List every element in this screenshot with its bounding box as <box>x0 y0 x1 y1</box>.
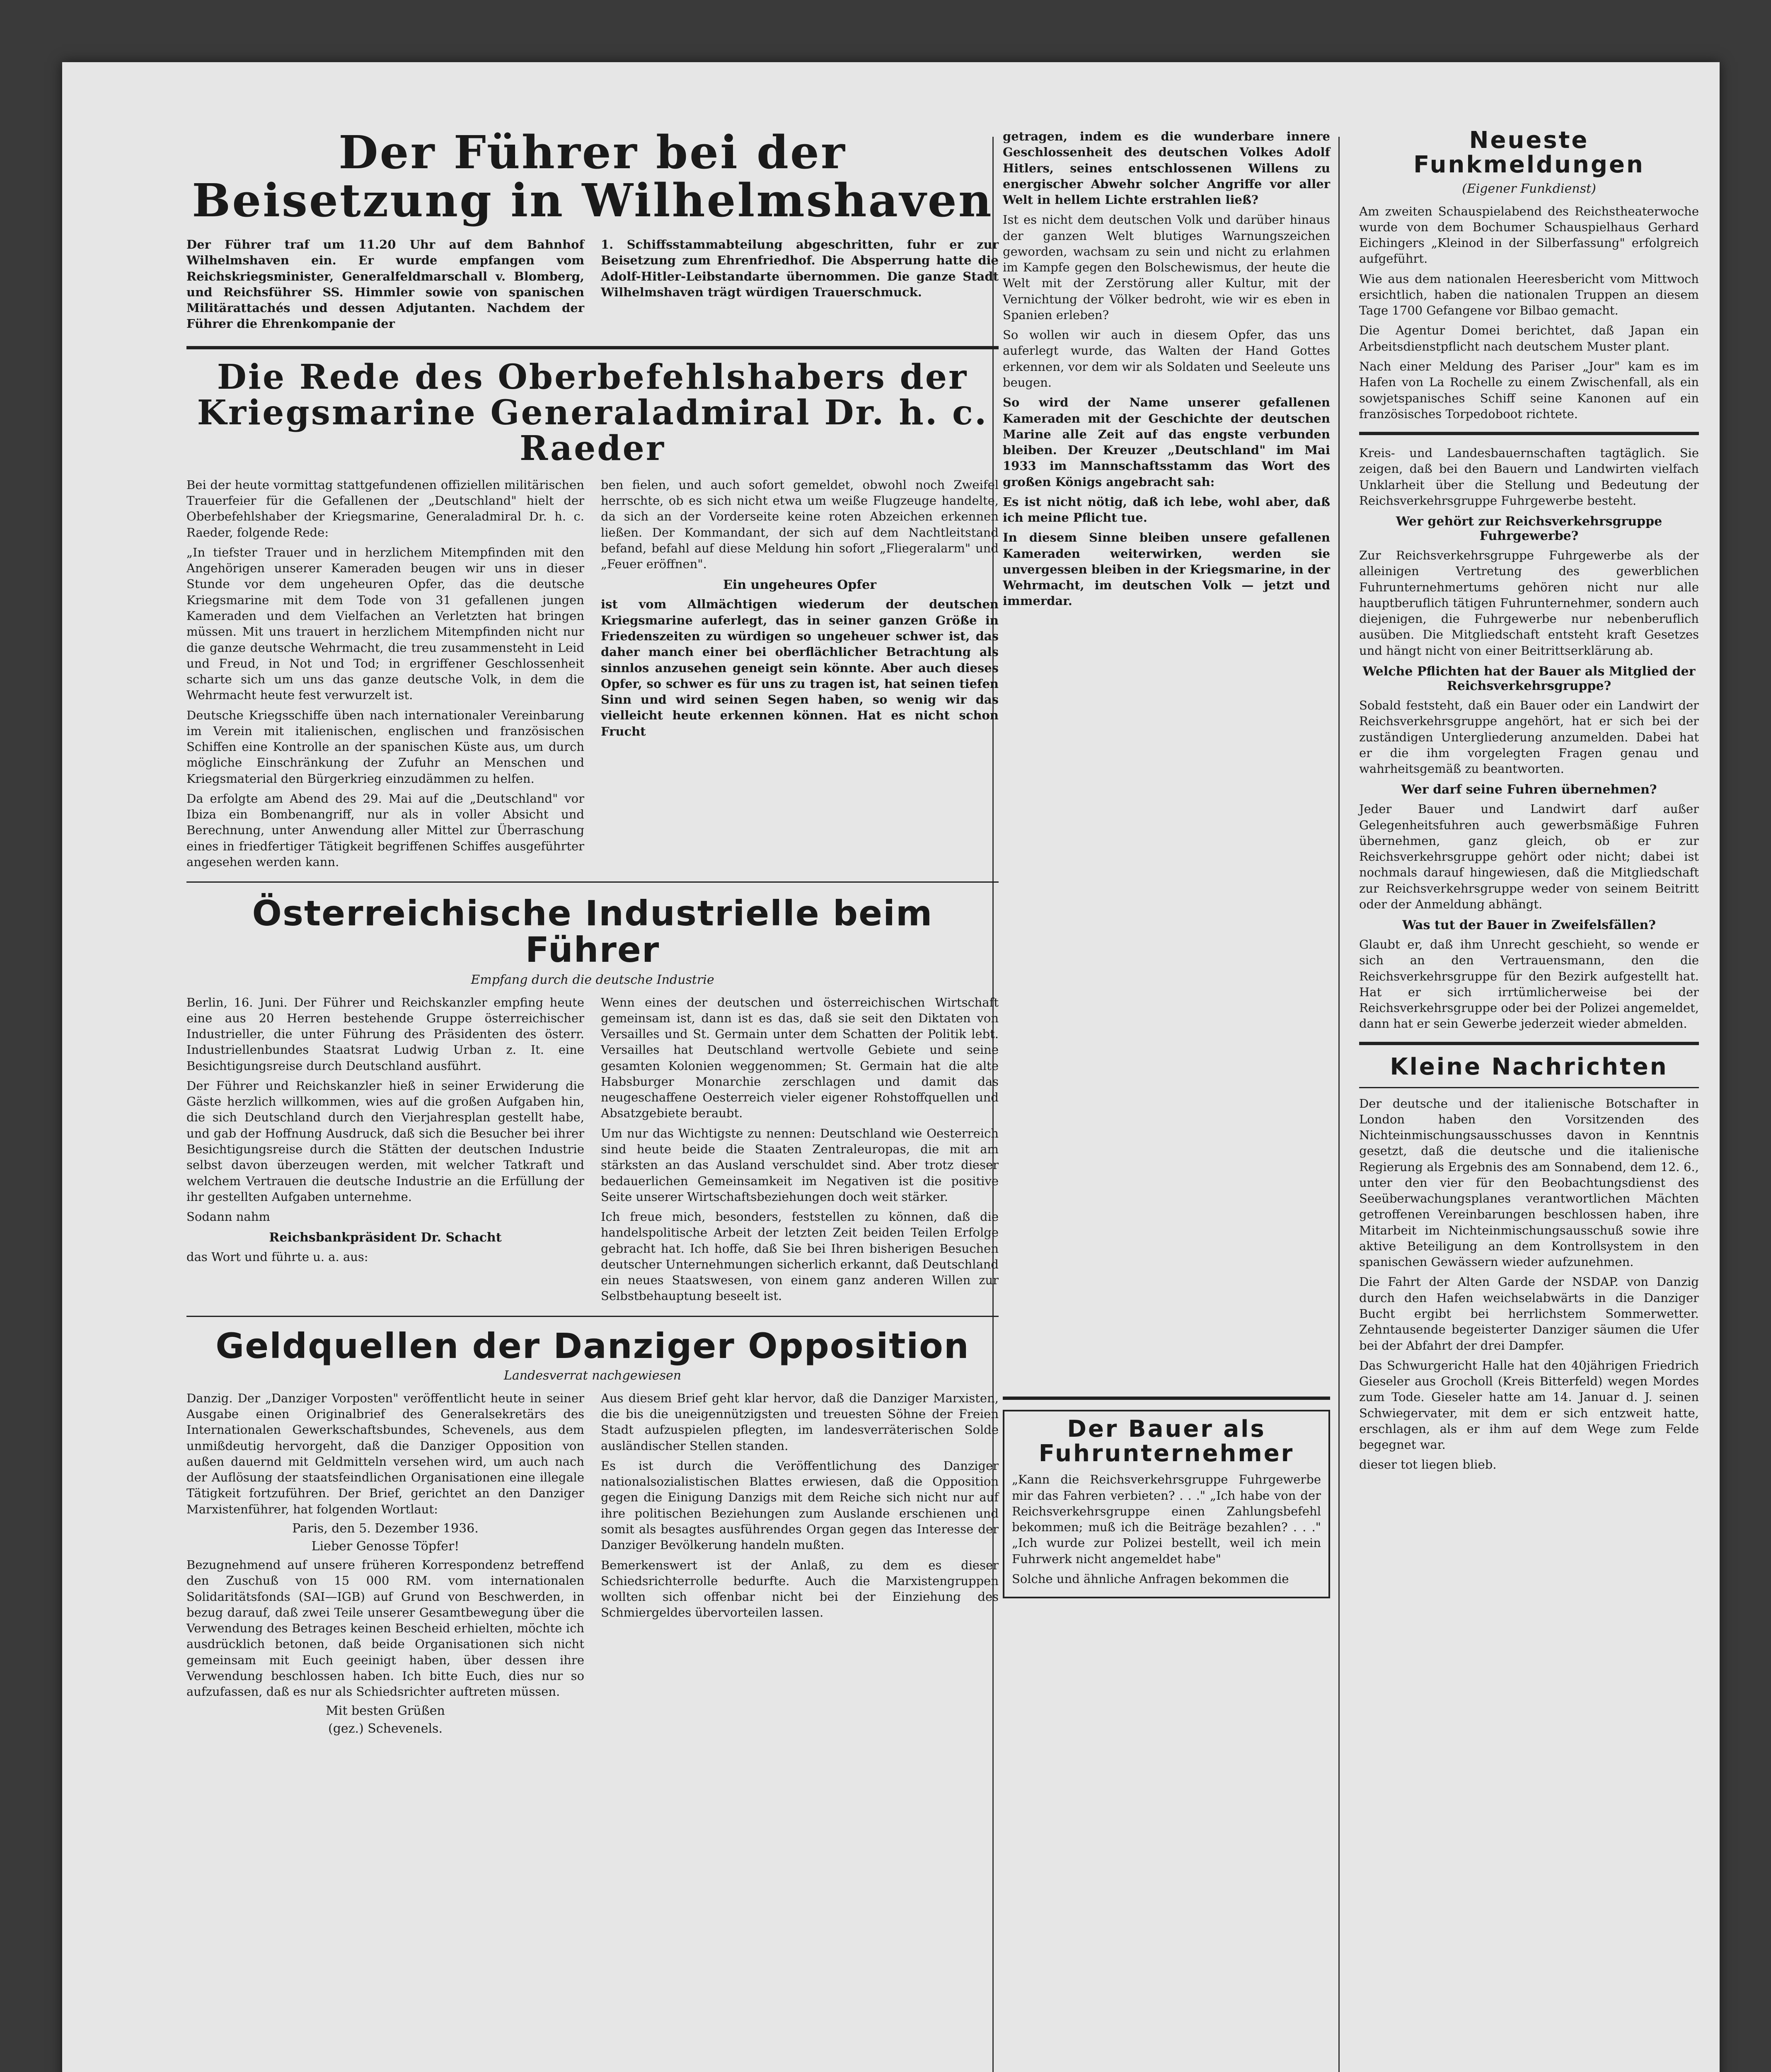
danzig-paragraph: Bemerkenswert ist der Anlaß, zu dem es dieser Schiedsrichterrolle bedurfte. Auch die Marxistengruppen wollten sich offenbar nicht bei der Einziehung des Schmiergeldes übervorteilen lassen. <box>601 1558 999 1620</box>
bauer-box <box>1003 1410 1330 1598</box>
bauer-headline: Der Bauer als Fuhrunternehmer <box>1038 1415 1294 1467</box>
funk-paragraph: Die Agentur Domei berichtet, daß Japan ein Arbeitsdienstpflicht nach deutschem Muster plant. <box>1359 323 1699 353</box>
danzig-paragraph: Bezugnehmend auf unsere früheren Korrespondenz betreffend den Zuschuß von 15 000 RM. vom internationalen Solidaritätsfonds (SAI—IGB) auf Grund von Beschwerden, in bezug darauf, daß zwei Teile unserer Gesamtbewegung über die Verwendung des Betrages keinen Bescheid erhielten, möchte ich ausdrücklich betonen, daß beide Organisationen sich nicht gemeinsam mit Euch geeinigt haben, über dessen ihre Verwendung beschlossen haben. Ich bitte Euch, dies nur so aufzufassen, daß es nur als Schiedsrichter auftreten müssen. <box>186 1557 584 1699</box>
lead-text-right: 1. Schiffsstammabteilung abgeschritten, fuhr er zur Beisetzung zum Ehrenfriedhof. Die Absperrung hatte die Adolf-Hitler-Leibstandarte übernommen. Die ganze Stadt Wilhelmshaven trägt würdigen Trauerschmuck. <box>601 237 999 299</box>
bauer-question: Wer darf seine Fuhren übernehmen? <box>1401 782 1657 797</box>
bauer-question: Welche Pflichten hat der Bauer als Mitglied der Reichsverkehrsgruppe? <box>1362 664 1696 693</box>
funk-subheadline: (Eigener Funkdienst) <box>1462 181 1596 196</box>
letter-closing: Mit besten Grüßen <box>326 1704 445 1719</box>
letter-signature: (gez.) Schevenels. <box>328 1721 443 1736</box>
center-paragraph: In diesem Sinne bleiben unsere gefallenen Kameraden weiterwirken, werden sie unvergessen bleiben in der Kriegsmarine, in der Wehrmacht, im deutschen Volk — jetzt und immerdar. <box>1003 530 1330 608</box>
raeder-paragraph: Da erfolgte am Abend des 29. Mai auf die „Deutschland" vor Ibiza ein Bombenangriff, nur als in voller Absicht und Berechnung, unter Anwendung aller Mittel zur Überraschung eines in friedfertiger Tätigkeit begriffenen Schiffes ausgeführter angesehen werden kann. <box>186 791 584 869</box>
raeder-paragraph: ben fielen, und auch sofort gemeldet, obwohl noch Zweifel herrschte, ob es sich nicht etwa um weiße Flugzeuge handelte, da sich an der Vorderseite keine roten Abzeichen erkennen ließen. Der Kommandant, der sich auf dem Nachtleitstand befand, befahl auf diese Meldung hin sofort „Fliegeralarm" und „Feuer eröffnen". <box>601 477 999 571</box>
bauer-box-text: „Kann die Reichsverkehrsgruppe Fuhrgewerbe mir das Fahren verbieten? . . ." „Ich habe von der Reichsverkehrsgruppe einen Zahlungsbefehl bekommen; muß ich die Beiträge bezahlen? . . ." „Ich wurde zur Polizei bestellt, weil ich mein Fuhrwerk nicht angemeldet habe" <box>1012 1472 1321 1566</box>
bauer-box-text: Solche und ähnliche Anfragen bekommen die <box>1012 1571 1289 1586</box>
bauer-question: Wer gehört zur Reichsverkehrsgruppe Fuhrgewerbe? <box>1396 514 1662 544</box>
center-paragraph: getragen, indem es die wunderbare innere Geschlossenheit des deutschen Volkes Adolf Hitlers, seines entschlossenen Willens zu energischer Abwehr solcher Angriffe vor aller Welt in hellem Lichte erstrahlen ließ? <box>1003 129 1330 207</box>
industrie-paragraph: Sodann nahm <box>186 1210 270 1224</box>
raeder-subheading: Ein ungeheures Opfer <box>723 578 877 593</box>
raeder-paragraph: „In tiefster Trauer und in herzlichem Mitempfinden mit den Angehörigen unserer Kameraden beugen wir uns in dieser Stunde vor dem ungeheuren Opfer, das die deutsche Kriegsmarine mit dem Tode von 31 gefallenen jungen Kameraden und dem Vielfachen an Verletzten hat bringen müssen. Mit uns trauert in herzlichem Mitempfinden nicht nur die ganze deutsche Wehrmacht, die treu zusammensteht in Leid und Freud, in Not und Tod; in ergriffener Geschlossenheit scharte sich um uns das ganze deutsche Volk, in dem die Wehrmacht heute fest verwurzelt ist. <box>186 545 584 702</box>
kleine-paragraph: Der deutsche und der italienische Botschafter in London haben den Vorsitzenden des Nichteinmischungsausschusses davon in Kenntnis gesetzt, daß die deutsche und die italienische Regierung als Ergebnis des am Sonnabend, dem 12. 6., unter den vier für den Beobachtungsdienst des Seeüberwachungsplanes verantwortlichen Mächten getroffenen Vereinbarungen beschlossen haben, ihre Mitarbeit im Nichteinmischungsausschuß sowie ihre aktive Beteiligung an dem Kontrollsystem in den spanischen Gewässern wieder aufzunehmen. <box>1359 1096 1699 1269</box>
center-column <box>1003 128 1330 1598</box>
center-paragraph: Es ist nicht nötig, daß ich lebe, wohl aber, daß ich meine Pflicht tue. <box>1003 494 1330 525</box>
bauer-paragraph: Sobald feststeht, daß ein Bauer oder ein Landwirt der Reichsverkehrsgruppe angehört, hat er sich bei der zuständigen Untergliederung anzumelden. Dabei hat er die ihm vorgelegten Fragen genau und wahrheitsgemäß zu beantworten. <box>1359 698 1699 776</box>
kleine-headline: Kleine Nachrichten <box>1390 1053 1668 1080</box>
industrie-headline: Österreichische Industrielle beim Führer <box>252 893 933 971</box>
industrie-paragraph: Berlin, 16. Juni. Der Führer und Reichskanzler empfing heute eine aus 20 Herren bestehende Gruppe österreichischer Industrieller, die unter Führung des Präsidenten des österr. Industriellenbundes Staatsrat Ludwig Urban z. It. eine Besichtigungsreise durch Deutschland ausführt. <box>186 995 584 1073</box>
center-paragraph: Ist es nicht dem deutschen Volk und darüber hinaus der ganzen Welt blutiges Warnungszeichen geworden, wachsam zu sein und nicht zu erlahmen im Kampfe gegen den Bolschewismus, der heute die Welt mit der Zerstörung aller Kultur, mit der Vernichtung der Völker bedroht, wie wir es eben in Spanien erleben? <box>1003 213 1330 322</box>
industrie-subheadline: Empfang durch die deutsche Industrie <box>471 972 714 987</box>
industrie-paragraph: Um nur das Wichtigste zu nennen: Deutschland wie Oesterreich sind heute beide die Staaten Zentraleuropas, die mit am stärksten an das Ausland verschuldet sind. Aber trotz dieser bedauerlichen Gemeinsamkeit im Negativen ist die positive Seite unserer Wirtschaftsbeziehungen doch weit stärker. <box>601 1126 999 1204</box>
divider <box>1003 1397 1330 1400</box>
divider <box>186 1316 999 1317</box>
bauer-paragraph: Kreis- und Landesbauernschaften tagtäglich. Sie zeigen, daß bei den Bauern und Landwirten vielfach Unklarheit über die Stellung und Bedeutung der Reichsverkehrsgruppe Fuhrgewerbe besteht. <box>1359 446 1699 508</box>
raeder-paragraph: ist vom Allmächtigen wiederum der deutschen Kriegsmarine auferlegt, das in seiner ganzen Größe in Friedenszeiten zu würdigen so ungeheuer schwer ist, das daher manch einer bei oberflächlicher Betrachtung als sinnlos anzusehen geneigt sein könnte. Aber auch dieses Opfer, so schwer es für uns zu tragen ist, hat seinen tiefen Sinn und wird seinen Segen haben, so wenig wir das vielleicht heute erkennen können. Hat es nicht schon Frucht <box>601 597 999 738</box>
center-paragraph: So wird der Name unserer gefallenen Kameraden mit der Geschichte der deutschen Marine alle Zeit auf das engste verbunden bleiben. Der Kreuzer „Deutschland" im Mai 1933 im Mannschaftsstamm das Wort des großen Königs angebracht sah: <box>1003 395 1330 489</box>
main-headline: Der Führer bei der Beisetzung in Wilhelmshaven <box>192 126 993 227</box>
danzig-paragraph: Danzig. Der „Danziger Vorposten" veröffentlicht heute in seiner Ausgabe einen Originalbrief des Generalsekretärs des Internationalen Gewerkschaftsbundes, Schevenels, aus dem unmißdeutig hervorgeht, daß die Danziger Opposition von außen dauernd mit Geldmitteln versehen wird, um auch nach der Auflösung der staatsfeindlichen Organisationen eine illegale Tätigkeit fortzuführen. Der Brief, gerichtet an den Danziger Marxistenführer, hat folgenden Wortlaut: <box>186 1391 584 1516</box>
divider <box>1359 1042 1699 1045</box>
kleine-paragraph: dieser tot liegen blieb. <box>1359 1457 1497 1472</box>
raeder-paragraph: Deutsche Kriegsschiffe üben nach internationaler Vereinbarung im Verein mit italienischen, englischen und französischen Schiffen eine Kontrolle an der spanischen Küste aus, um durch mögliche Einschränkung der Zufuhr an Menschen und Kriegsmaterial den Bürgerkrieg einzudämmen zu helfen. <box>186 708 584 786</box>
funk-paragraph: Nach einer Meldung des Pariser „Jour" kam es im Hafen von La Rochelle zu einem Zwischenfall, als ein sowjetspanisches Schiff seine Kanonen auf ein französisches Torpedoboot richtete. <box>1359 359 1699 421</box>
kleine-paragraph: Die Fahrt der Alten Garde der NSDAP. von Danzig durch den Hafen weichselabwärts in die Danziger Bucht ergibt bei herrlichstem Sommerwetter. Zehntausende begeisterter Danziger säumen die Ufer bei der Abfahrt der drei Dampfer. <box>1359 1275 1699 1353</box>
raeder-paragraph: Bei der heute vormittag stattgefundenen offiziellen militärischen Trauerfeier für die Gefallenen der „Deutschland" hielt der Oberbefehlshaber der Kriegsmarine, Generaladmiral Dr. h. c. Raeder, folgende Rede: <box>186 477 584 540</box>
main-column <box>186 128 999 1739</box>
industrie-subheading: Reichsbankpräsident Dr. Schacht <box>269 1230 502 1245</box>
funk-paragraph: Wie aus dem nationalen Heeresbericht vom Mittwoch ersichtlich, haben die nationalen Truppen an diesem Tage 1700 Gefangene vor Bilbao gemacht. <box>1359 271 1699 318</box>
kleine-paragraph: Das Schwurgericht Halle hat den 40jährigen Friedrich Gieseler aus Grocholl (Kreis Bitterfeld) wegen Mordes zum Tode. Gieseler hatte am 14. Januar d. J. seinen Schwiegervater, mit dem er sich entzweit hatte, erschlagen, als er ihm auf dem Wege zum Felde begegnet war. <box>1359 1358 1699 1452</box>
industrie-paragraph: das Wort und führte u. a. aus: <box>186 1250 368 1264</box>
danzig-headline: Geldquellen der Danziger Opposition <box>215 1325 970 1366</box>
bauer-paragraph: Zur Reichsverkehrsgruppe Fuhrgewerbe als der alleinigen Vertretung des gewerblichen Fuhrunternehmertums gehören nicht nur alle hauptberuflich tätigen Fuhrunternehmer, sondern auch diejenigen, die Fuhrgewerbe nur nebenberuflich ausüben. Die Mitgliedschaft entsteht kraft Gesetzes und hängt nicht von einer Beitrittserklärung ab. <box>1359 548 1699 658</box>
column-rule <box>1338 137 1340 2072</box>
bauer-question: Was tut der Bauer in Zweifelsfällen? <box>1402 918 1656 933</box>
danzig-paragraph: Es ist durch die Veröffentlichung des Danziger nationalsozialistischen Blattes erwiesen, daß die Opposition gegen die Einigung Danzigs mit dem Reiche sich nicht nur auf ihre politischen Beziehungen zum Auslande erschienen und somit als besagtes ausführendes Organ gegen das Interesse der Danziger Bevölkerung handeln mußten. <box>601 1458 999 1552</box>
bauer-paragraph: Glaubt er, daß ihm Unrecht geschieht, so wende er sich an den Vertrauensmann, den die Reichsverkehrsgruppe für den Bezirk aufgestellt hat. Hat er sich irrtümlicherweise bei der Reichsverkehrsgruppe oder bei der Polizei angemeldet, dann hat er sein Gewerbe jederzeit wieder abmelden. <box>1359 937 1699 1031</box>
letter-date: Paris, den 5. Dezember 1936. <box>292 1521 479 1536</box>
industrie-paragraph: Wenn eines der deutschen und österreichischen Wirtschaft gemeinsam ist, dann ist es das, daß sie seit den Diktaten von Versailles und St. Germain unter dem Schatten der Politik lebt. Versailles hat Deutschland wertvolle Gebiete und seine gesamten Kolonien weggenommen; St. Germain hat die alte Habsburger Monarchie zerschlagen und damit das neugeschaffene Oesterreich vieler eigener Rohstoffquellen und Absatzgebiete beraubt. <box>601 995 999 1121</box>
lead-text-left: Der Führer traf um 11.20 Uhr auf dem Bahnhof Wilhelmshaven ein. Er wurde empfangen vom Reichskriegsminister, Generalfeldmarschall v. Blomberg, und Reichsführer SS. Himmler sowie von spanischen Militärattachés und dessen Adjutanten. Nachdem der Führer die Ehrenkompanie der <box>186 237 584 331</box>
letter-salutation: Lieber Genosse Töpfer! <box>311 1539 460 1554</box>
industrie-paragraph: Der Führer und Reichskanzler hieß in seiner Erwiderung die Gäste herzlich willkommen, wies auf die großen Aufgaben hin, die sich Deutschland durch den Vierjahresplan gestellt habe, und gab der Hoffnung Ausdruck, daß sich die Besucher bei ihrer Besichtigungsreise durch die Stätten der deutschen Industrie selbst davon überzeugen werden, mit welcher Tatkraft und welchem Vertrauen die deutsche Industrie an die Erfüllung der ihr gestellten Aufgaben unternehme. <box>186 1078 584 1204</box>
divider <box>186 881 999 883</box>
bauer-paragraph: Jeder Bauer und Landwirt darf außer Gelegenheitsfuhren auch gewerbsmäßige Fuhren übernehmen, ganz gleich, ob er zur Reichsverkehrsgruppe gehört oder nicht; dabei ist nochmals darauf hingewiesen, daß die Mitgliedschaft zur Reichsverkehrsgruppe weder von seinem Beitritt oder der Anmeldung abhängt. <box>1359 802 1699 911</box>
industrie-paragraph: Ich freue mich, besonders, feststellen zu können, daß die handelspolitische Arbeit der letzten Zeit beiden Teilen Erfolge gebracht hat. Ich hoffe, daß Sie bei Ihren bisherigen Besuchen deutscher Unternehmungen sicherlich erkannt, daß Deutschland ein neues Staatswesen, von einem ganz anderen Willen zur Selbstbehauptung beseelt ist. <box>601 1210 999 1303</box>
danzig-paragraph: Aus diesem Brief geht klar hervor, daß die Danziger Marxisten, die bis die uneigennützigsten und treuesten Söhne der Freien Stadt aufzuspielen pflegten, im landesverräterischen Solde ausländischer Stellen standen. <box>601 1391 999 1453</box>
divider <box>186 346 999 349</box>
raeder-headline: Die Rede des Oberbefehlshabers der Kriegsmarine Generaladmiral Dr. h. c. Raeder <box>197 357 988 468</box>
right-column <box>1359 128 1699 1477</box>
divider <box>1359 432 1699 435</box>
center-paragraph: So wollen wir auch in diesem Opfer, das uns auferlegt wurde, das Walten der Hand Gottes erkennen, vor dem wir als Soldaten und Seeleute uns beugen. <box>1003 328 1330 390</box>
newspaper-page <box>62 62 1720 2072</box>
funk-paragraph: Am zweiten Schauspielabend des Reichstheaterwoche wurde von dem Bochumer Schauspielhaus Gerhard Eichingers „Kleinod in der Silberfassung" erfolgreich aufgeführt. <box>1359 204 1699 266</box>
danzig-subheadline: Landesverrat nachgewiesen <box>503 1368 682 1383</box>
funk-headline: Neueste Funkmeldungen <box>1413 127 1645 178</box>
divider <box>1359 1087 1699 1088</box>
